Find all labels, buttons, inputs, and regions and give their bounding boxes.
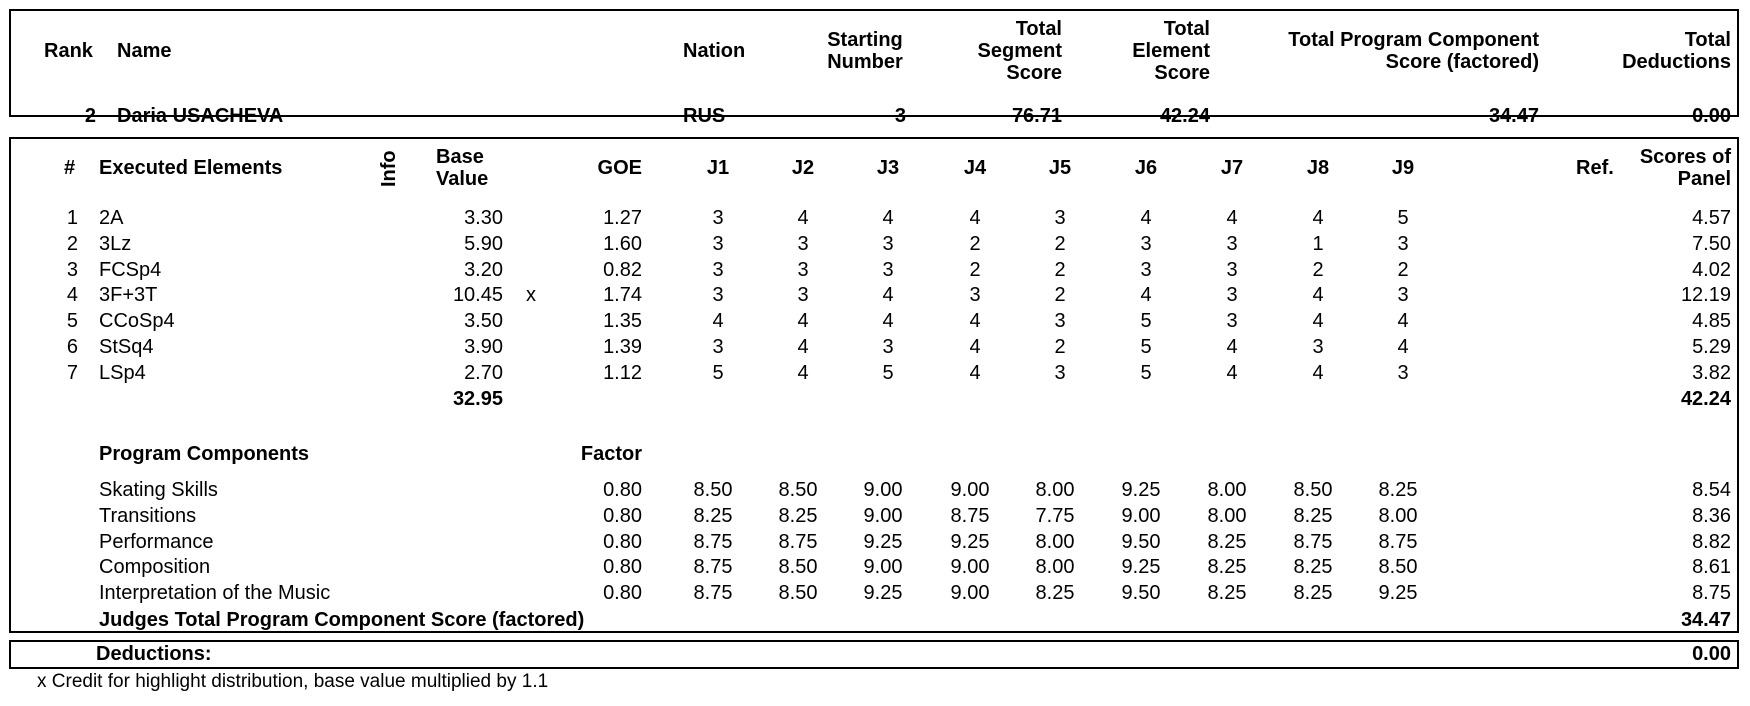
judge-header-5: J5 xyxy=(1048,157,1072,179)
component-judge-2: 8.50 xyxy=(778,556,818,578)
component-judge-3: 9.00 xyxy=(863,505,903,527)
tes-header-1: Total xyxy=(1163,18,1210,40)
component-name: Skating Skills xyxy=(99,479,218,501)
skater-name: Daria USACHEVA xyxy=(117,105,284,127)
element-judge-1: 3 xyxy=(712,233,724,255)
element-judge-8: 4 xyxy=(1312,362,1324,384)
component-judge-6: 9.25 xyxy=(1121,479,1161,501)
component-judge-7: 8.25 xyxy=(1207,582,1247,604)
component-judge-1: 8.75 xyxy=(693,582,733,604)
element-judge-6: 3 xyxy=(1140,259,1152,281)
element-base-value: 10.45 xyxy=(452,284,503,306)
element-judge-3: 5 xyxy=(882,362,894,384)
component-panel-score: 8.36 xyxy=(1692,505,1731,527)
element-judge-3: 3 xyxy=(882,233,894,255)
component-judge-8: 8.25 xyxy=(1293,582,1333,604)
element-name: CCoSp4 xyxy=(99,310,175,332)
component-judge-4: 8.75 xyxy=(950,505,990,527)
goe-header: GOE xyxy=(597,157,642,179)
name-header: Name xyxy=(117,40,172,62)
scores-of-panel-header-1: Scores of xyxy=(1639,146,1731,168)
element-goe: 1.74 xyxy=(603,284,642,306)
element-judge-7: 3 xyxy=(1226,310,1238,332)
pcs-value: 34.47 xyxy=(1488,105,1539,127)
component-panel-score: 8.75 xyxy=(1692,582,1731,604)
element-judge-6: 3 xyxy=(1140,233,1152,255)
element-judge-5: 2 xyxy=(1054,259,1066,281)
element-panel-score: 12.19 xyxy=(1680,284,1731,306)
deductions-box xyxy=(9,640,1739,669)
element-judge-1: 5 xyxy=(712,362,724,384)
component-judge-6: 9.25 xyxy=(1121,556,1161,578)
element-judge-1: 3 xyxy=(712,207,724,229)
element-judge-9: 3 xyxy=(1397,233,1409,255)
component-name: Interpretation of the Music xyxy=(99,582,331,604)
component-judge-3: 9.00 xyxy=(863,479,903,501)
component-judge-3: 9.00 xyxy=(863,556,903,578)
element-judge-2: 3 xyxy=(797,233,809,255)
element-base-value: 3.20 xyxy=(464,259,503,281)
component-judge-7: 8.25 xyxy=(1207,531,1247,553)
component-judge-4: 9.00 xyxy=(950,556,990,578)
element-goe: 0.82 xyxy=(603,259,642,281)
element-judge-4: 2 xyxy=(969,259,981,281)
component-judge-9: 9.25 xyxy=(1378,582,1418,604)
component-judge-5: 8.25 xyxy=(1035,582,1075,604)
element-judge-4: 4 xyxy=(969,207,981,229)
element-goe: 1.35 xyxy=(603,310,642,332)
component-panel-score: 8.54 xyxy=(1692,479,1731,501)
element-judge-9: 4 xyxy=(1397,310,1409,332)
pcs-header-2: Score (factored) xyxy=(1385,51,1539,73)
element-judge-2: 4 xyxy=(797,310,809,332)
element-judge-6: 5 xyxy=(1140,310,1152,332)
component-judge-7: 8.25 xyxy=(1207,556,1247,578)
component-judge-2: 8.50 xyxy=(778,479,818,501)
tss-header-1: Total xyxy=(1015,18,1062,40)
element-goe: 1.27 xyxy=(603,207,642,229)
element-judge-1: 4 xyxy=(712,310,724,332)
element-number: 5 xyxy=(66,310,78,332)
component-factor: 0.80 xyxy=(603,582,642,604)
element-judge-3: 4 xyxy=(882,284,894,306)
pcs-total-value: 34.47 xyxy=(1680,609,1731,631)
component-name: Composition xyxy=(99,556,211,578)
element-judge-6: 5 xyxy=(1140,362,1152,384)
tes-header-3: Score xyxy=(1154,62,1210,84)
element-judge-9: 3 xyxy=(1397,362,1409,384)
element-judge-2: 3 xyxy=(797,284,809,306)
element-base-value: 3.50 xyxy=(464,310,503,332)
element-judge-5: 2 xyxy=(1054,233,1066,255)
element-judge-3: 4 xyxy=(882,310,894,332)
judge-header-1: J1 xyxy=(706,157,730,179)
component-judge-8: 8.25 xyxy=(1293,505,1333,527)
element-judge-9: 2 xyxy=(1397,259,1409,281)
element-number: 3 xyxy=(66,259,78,281)
element-judge-7: 3 xyxy=(1226,233,1238,255)
program-components-title: Program Components xyxy=(99,443,310,465)
component-judge-1: 8.50 xyxy=(693,479,733,501)
element-judge-8: 1 xyxy=(1312,233,1324,255)
element-judge-8: 2 xyxy=(1312,259,1324,281)
component-judge-4: 9.25 xyxy=(950,531,990,553)
element-number: 4 xyxy=(66,284,78,306)
element-judge-2: 4 xyxy=(797,362,809,384)
component-judge-3: 9.25 xyxy=(863,531,903,553)
judge-header-3: J3 xyxy=(876,157,900,179)
element-number: 7 xyxy=(66,362,78,384)
element-judge-5: 3 xyxy=(1054,207,1066,229)
element-judge-4: 4 xyxy=(969,336,981,358)
component-judge-9: 8.25 xyxy=(1378,479,1418,501)
component-judge-1: 8.75 xyxy=(693,531,733,553)
element-judge-8: 4 xyxy=(1312,207,1324,229)
element-judge-3: 4 xyxy=(882,207,894,229)
judge-header-8: J8 xyxy=(1306,157,1330,179)
tes-value: 42.24 xyxy=(1159,105,1210,127)
judge-header-7: J7 xyxy=(1220,157,1244,179)
element-judge-9: 4 xyxy=(1397,336,1409,358)
element-judge-8: 4 xyxy=(1312,284,1324,306)
element-judge-8: 3 xyxy=(1312,336,1324,358)
element-name: 3Lz xyxy=(99,233,132,255)
component-name: Transitions xyxy=(99,505,197,527)
component-judge-7: 8.00 xyxy=(1207,479,1247,501)
rank-value: 2 xyxy=(84,105,96,127)
element-judge-7: 3 xyxy=(1226,284,1238,306)
element-judge-4: 4 xyxy=(969,310,981,332)
component-judge-4: 9.00 xyxy=(950,479,990,501)
element-judge-8: 4 xyxy=(1312,310,1324,332)
element-panel-score: 7.50 xyxy=(1692,233,1731,255)
element-judge-1: 3 xyxy=(712,284,724,306)
component-factor: 0.80 xyxy=(603,531,642,553)
nation-header: Nation xyxy=(683,40,746,62)
judge-header-6: J6 xyxy=(1134,157,1158,179)
element-number: 1 xyxy=(66,207,78,229)
element-judge-3: 3 xyxy=(882,259,894,281)
component-panel-score: 8.61 xyxy=(1692,556,1731,578)
element-judge-4: 3 xyxy=(969,284,981,306)
deductions-header-1: Total xyxy=(1684,29,1731,51)
tss-value: 76.71 xyxy=(1011,105,1062,127)
component-judge-1: 8.75 xyxy=(693,556,733,578)
component-judge-6: 9.00 xyxy=(1121,505,1161,527)
element-judge-6: 4 xyxy=(1140,284,1152,306)
element-judge-3: 3 xyxy=(882,336,894,358)
info-header: Info xyxy=(378,150,400,187)
element-panel-score: 3.82 xyxy=(1692,362,1731,384)
pcs-header-1: Total Program Component xyxy=(1288,29,1539,51)
element-panel-score: 4.02 xyxy=(1692,259,1731,281)
factor-header: Factor xyxy=(580,443,642,465)
pcs-total-label: Judges Total Program Component Score (factored) xyxy=(99,609,585,631)
ref-header: Ref. xyxy=(1576,157,1614,179)
element-goe: 1.39 xyxy=(603,336,642,358)
starting-number-header-1: Starting xyxy=(827,29,903,51)
component-judge-5: 8.00 xyxy=(1035,479,1075,501)
element-info: x xyxy=(526,284,536,306)
component-judge-3: 9.25 xyxy=(863,582,903,604)
component-judge-2: 8.25 xyxy=(778,505,818,527)
component-judge-9: 8.50 xyxy=(1378,556,1418,578)
element-judge-7: 4 xyxy=(1226,336,1238,358)
judge-header-2: J2 xyxy=(791,157,815,179)
component-judge-8: 8.50 xyxy=(1293,479,1333,501)
judge-header-9: J9 xyxy=(1391,157,1415,179)
component-judge-6: 9.50 xyxy=(1121,582,1161,604)
element-judge-5: 2 xyxy=(1054,284,1066,306)
element-judge-1: 3 xyxy=(712,259,724,281)
element-goe: 1.12 xyxy=(603,362,642,384)
deductions-value: 0.00 xyxy=(1692,105,1731,127)
component-factor: 0.80 xyxy=(603,556,642,578)
component-judge-2: 8.50 xyxy=(778,582,818,604)
component-judge-7: 8.00 xyxy=(1207,505,1247,527)
component-judge-9: 8.00 xyxy=(1378,505,1418,527)
deductions-label: Deductions: xyxy=(96,643,212,665)
component-judge-5: 8.00 xyxy=(1035,531,1075,553)
element-number: 2 xyxy=(66,233,78,255)
component-judge-8: 8.25 xyxy=(1293,556,1333,578)
element-judge-7: 4 xyxy=(1226,207,1238,229)
element-judge-7: 3 xyxy=(1226,259,1238,281)
element-base-value: 3.90 xyxy=(464,336,503,358)
element-judge-6: 4 xyxy=(1140,207,1152,229)
element-judge-2: 4 xyxy=(797,207,809,229)
element-panel-score: 4.57 xyxy=(1692,207,1731,229)
component-factor: 0.80 xyxy=(603,505,642,527)
component-judge-2: 8.75 xyxy=(778,531,818,553)
nation-value: RUS xyxy=(683,105,726,127)
footnote: x Credit for highlight distribution, base value multiplied by 1.1 xyxy=(37,671,549,692)
element-number: 6 xyxy=(66,336,78,358)
element-judge-9: 3 xyxy=(1397,284,1409,306)
element-name: 2A xyxy=(99,207,124,229)
element-judge-7: 4 xyxy=(1226,362,1238,384)
element-panel-score: 5.29 xyxy=(1692,336,1731,358)
starting-number-value: 3 xyxy=(894,105,906,127)
executed-elements-header: Executed Elements xyxy=(99,157,283,179)
element-name: FCSp4 xyxy=(99,259,162,281)
judge-header-4: J4 xyxy=(963,157,987,179)
element-base-value: 5.90 xyxy=(464,233,503,255)
component-judge-1: 8.25 xyxy=(693,505,733,527)
element-judge-1: 3 xyxy=(712,336,724,358)
base-value-total: 32.95 xyxy=(452,388,503,410)
element-judge-9: 5 xyxy=(1397,207,1409,229)
component-judge-5: 8.00 xyxy=(1035,556,1075,578)
element-judge-5: 3 xyxy=(1054,362,1066,384)
base-value-header-2: Value xyxy=(436,168,489,190)
element-judge-5: 2 xyxy=(1054,336,1066,358)
element-judge-5: 3 xyxy=(1054,310,1066,332)
element-name: 3F+3T xyxy=(99,284,158,306)
component-factor: 0.80 xyxy=(603,479,642,501)
element-name: StSq4 xyxy=(99,336,154,358)
element-panel-score: 4.85 xyxy=(1692,310,1731,332)
element-judge-2: 3 xyxy=(797,259,809,281)
tss-header-2: Segment xyxy=(977,40,1062,62)
element-number-header: # xyxy=(64,157,76,179)
component-name: Performance xyxy=(99,531,214,553)
element-judge-4: 4 xyxy=(969,362,981,384)
base-value-header-1: Base xyxy=(436,146,484,168)
component-judge-5: 7.75 xyxy=(1035,505,1075,527)
component-panel-score: 8.82 xyxy=(1692,531,1731,553)
rank-header: Rank xyxy=(44,40,93,62)
element-judge-2: 4 xyxy=(797,336,809,358)
component-judge-9: 8.75 xyxy=(1378,531,1418,553)
element-goe: 1.60 xyxy=(603,233,642,255)
starting-number-header-2: Number xyxy=(827,51,903,73)
element-base-value: 3.30 xyxy=(464,207,503,229)
element-judge-6: 5 xyxy=(1140,336,1152,358)
component-judge-8: 8.75 xyxy=(1293,531,1333,553)
scores-of-panel-header-2: Panel xyxy=(1677,168,1731,190)
component-judge-6: 9.50 xyxy=(1121,531,1161,553)
deductions-header-2: Deductions xyxy=(1622,51,1731,73)
elements-score-total: 42.24 xyxy=(1680,388,1731,410)
element-name: LSp4 xyxy=(99,362,146,384)
tss-header-3: Score xyxy=(1006,62,1062,84)
deductions-total: 0.00 xyxy=(1692,643,1731,665)
component-judge-4: 9.00 xyxy=(950,582,990,604)
tes-header-2: Element xyxy=(1132,40,1210,62)
element-judge-4: 2 xyxy=(969,233,981,255)
element-base-value: 2.70 xyxy=(464,362,503,384)
